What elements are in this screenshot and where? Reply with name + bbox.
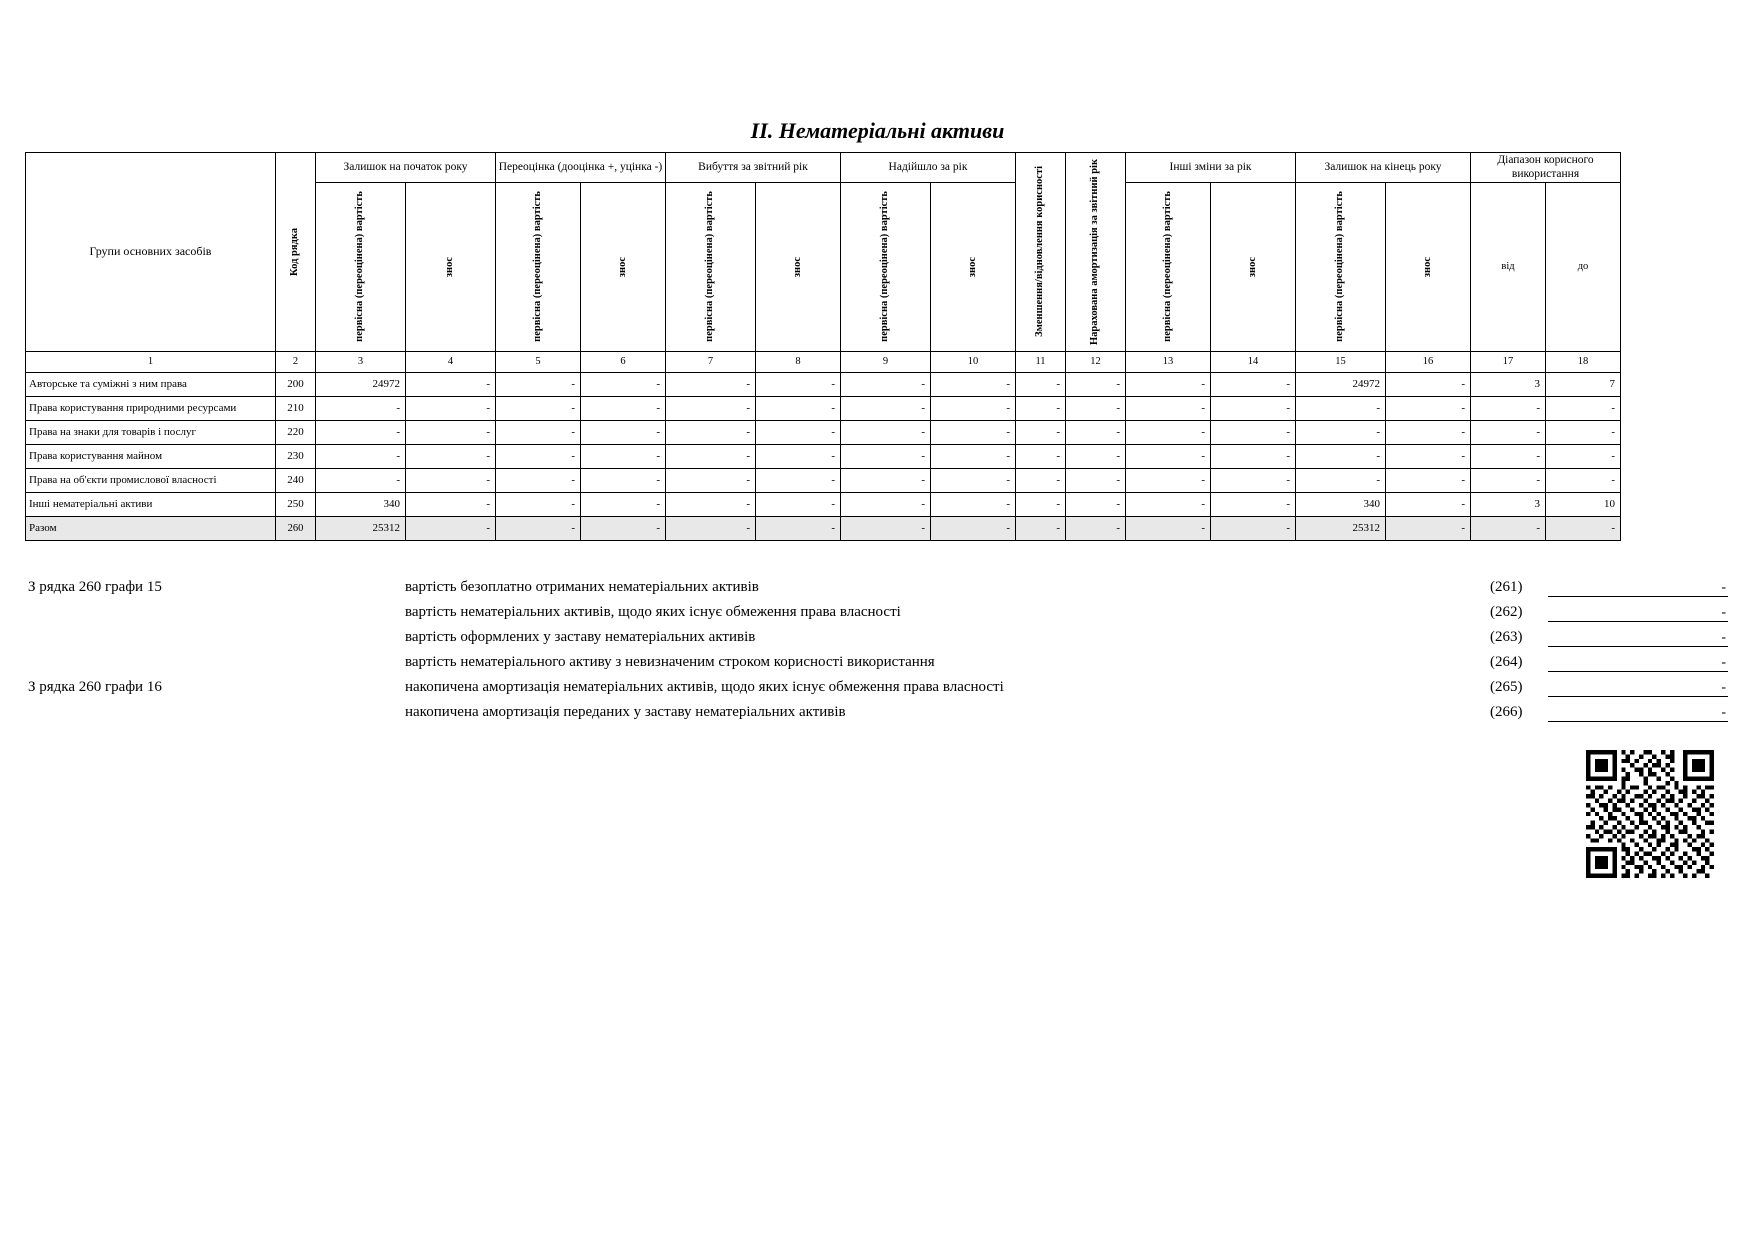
note-code: (262) (1490, 604, 1523, 620)
sub-life-from (1471, 182, 1546, 351)
row-cell: - (756, 396, 841, 420)
total-cell: - (931, 516, 1016, 540)
note-text: вартість нематеріальних активів, щодо яких існує обмеження права власності (405, 604, 901, 620)
total-cell: - (1126, 516, 1211, 540)
row-cell: - (666, 492, 756, 516)
colnum-17: 17 (1471, 351, 1546, 372)
sub-revaluation-primary-cost-label: первісна (переоцінена) вартість (531, 191, 543, 343)
note-text: накопичена амортизація нематеріальних активів, щодо яких існує обмеження права власності (405, 679, 1004, 695)
row-cell: - (1471, 420, 1546, 444)
colnum-12: 12 (1066, 351, 1126, 372)
row-cell: - (931, 420, 1016, 444)
colnum-14: 14 (1211, 351, 1296, 372)
row-cell: - (1296, 420, 1386, 444)
colnum-8: 8 (756, 351, 841, 372)
total-cell: 25312 (316, 516, 406, 540)
table-total-row (26, 516, 1621, 540)
note-row (0, 600, 1755, 625)
row-cell: - (1296, 468, 1386, 492)
row-code: 230 (276, 444, 316, 468)
sub-opening-primary-cost-label: первісна (переоцінена) вартість (354, 191, 366, 343)
header-disposals: Вибуття за звітний рік (666, 153, 841, 183)
row-cell: - (1471, 444, 1546, 468)
row-cell: - (1016, 420, 1066, 444)
total-cell: - (1016, 516, 1066, 540)
row-cell: - (1386, 444, 1471, 468)
qr-code (1586, 750, 1714, 878)
row-cell: - (1016, 468, 1066, 492)
row-cell: - (756, 492, 841, 516)
row-cell: - (666, 372, 756, 396)
row-cell: - (1211, 372, 1296, 396)
header-opening-balance: Залишок на початок року (316, 153, 496, 183)
row-cell: - (1066, 468, 1126, 492)
row-cell: - (316, 468, 406, 492)
colnum-18: 18 (1546, 351, 1621, 372)
table-row (26, 492, 1621, 516)
row-cell: - (1296, 444, 1386, 468)
row-cell: - (496, 420, 581, 444)
colnum-15: 15 (1296, 351, 1386, 372)
row-cell: - (1296, 396, 1386, 420)
row-cell: - (1386, 396, 1471, 420)
total-row-code: 260 (276, 516, 316, 540)
row-cell: - (496, 492, 581, 516)
intangible-assets-table (25, 152, 1621, 541)
row-cell: 3 (1471, 372, 1546, 396)
total-cell: - (406, 516, 496, 540)
row-cell: - (1066, 420, 1126, 444)
sub-closing-wear-label: знос (1421, 256, 1433, 277)
row-cell: - (756, 420, 841, 444)
row-cell: - (666, 468, 756, 492)
colnum-13: 13 (1126, 351, 1211, 372)
row-cell: - (841, 492, 931, 516)
table-row (26, 444, 1621, 468)
row-cell: - (496, 444, 581, 468)
row-cell: - (1126, 420, 1211, 444)
header-amortization (1066, 153, 1126, 352)
sub-received-primary-cost-label: первісна (переоцінена) вартість (879, 191, 891, 343)
page-title: II. Нематеріальні активи (750, 118, 1005, 143)
colnum-16: 16 (1386, 351, 1471, 372)
row-name: Інші нематеріальні активи (26, 492, 276, 516)
total-cell: 25312 (1296, 516, 1386, 540)
row-cell: - (316, 444, 406, 468)
colnum-11: 11 (1016, 351, 1066, 372)
header-impairment (1016, 153, 1066, 352)
header-useful-life-range: Діапазон корисного використання (1471, 153, 1621, 183)
row-cell: - (841, 420, 931, 444)
note-code: (264) (1490, 654, 1523, 670)
row-code: 240 (276, 468, 316, 492)
note-text: вартість оформлених у заставу нематеріальних активів (405, 629, 756, 645)
row-cell: - (931, 492, 1016, 516)
row-cell: - (841, 372, 931, 396)
header-revaluation: Переоцінка (дооцінка +, уцінка -) (496, 153, 666, 183)
row-cell: - (1211, 396, 1296, 420)
sub-revaluation-wear (581, 182, 666, 351)
sub-life-to-label: до (1577, 261, 1589, 273)
row-cell: - (581, 468, 666, 492)
table-row (26, 420, 1621, 444)
row-name: Авторське та суміжні з ним права (26, 372, 276, 396)
table-row (26, 372, 1621, 396)
row-cell: - (1016, 396, 1066, 420)
row-cell: - (406, 420, 496, 444)
total-cell: - (581, 516, 666, 540)
row-cell: - (1126, 444, 1211, 468)
note-value-field[interactable]: - (1548, 600, 1728, 622)
sub-other-primary-cost (1126, 182, 1211, 351)
note-code: (263) (1490, 629, 1523, 645)
note-text: накопичена амортизація переданих у заставу нематеріальних активів (405, 704, 846, 720)
total-cell: - (1386, 516, 1471, 540)
colnum-1: 1 (26, 351, 276, 372)
colnum-2: 2 (276, 351, 316, 372)
column-number-row (26, 351, 1621, 372)
row-cell: - (666, 420, 756, 444)
note-row (0, 625, 1755, 650)
note-code: (266) (1490, 704, 1523, 720)
row-cell: - (666, 396, 756, 420)
sub-disposals-wear (756, 182, 841, 351)
row-cell: - (1546, 420, 1621, 444)
sub-other-primary-cost-label: первісна (переоцінена) вартість (1161, 191, 1173, 343)
sub-opening-primary-cost (316, 182, 406, 351)
total-cell: - (1066, 516, 1126, 540)
row-cell: - (406, 444, 496, 468)
header-row-code-label: Код рядка (289, 227, 301, 276)
sub-received-wear-label: знос (966, 256, 978, 277)
sub-closing-primary-cost-label: первісна (переоцінена) вартість (1334, 191, 1346, 343)
note-value-field[interactable]: - (1548, 700, 1728, 722)
sub-revaluation-primary-cost (496, 182, 581, 351)
row-cell: 340 (316, 492, 406, 516)
row-code: 250 (276, 492, 316, 516)
note-value-field[interactable]: - (1548, 575, 1728, 597)
sub-disposals-primary-cost-label: первісна (переоцінена) вартість (704, 191, 716, 343)
row-cell: - (1471, 468, 1546, 492)
row-cell: - (581, 492, 666, 516)
sub-life-to (1546, 182, 1621, 351)
row-cell: - (841, 468, 931, 492)
row-cell: - (406, 372, 496, 396)
row-cell: - (581, 444, 666, 468)
row-name: Права користування природними ресурсами (26, 396, 276, 420)
row-cell: - (581, 372, 666, 396)
row-cell: - (931, 468, 1016, 492)
row-cell: - (581, 420, 666, 444)
note-code: (261) (1490, 579, 1523, 595)
note-value-field[interactable]: - (1548, 650, 1728, 672)
sub-opening-wear-label: знос (444, 256, 456, 277)
row-cell: - (1546, 396, 1621, 420)
row-cell: - (406, 396, 496, 420)
notes-section (0, 575, 1755, 725)
row-cell: - (1211, 420, 1296, 444)
sub-closing-primary-cost (1296, 182, 1386, 351)
colnum-4: 4 (406, 351, 496, 372)
row-cell: - (1126, 372, 1211, 396)
row-cell: - (666, 444, 756, 468)
colnum-3: 3 (316, 351, 406, 372)
total-row-name: Разом (26, 516, 276, 540)
row-name: Права користування майном (26, 444, 276, 468)
header-other-changes-line1: Інші зміни за рік (1169, 161, 1252, 174)
row-cell: - (931, 372, 1016, 396)
row-cell: - (496, 396, 581, 420)
total-cell: - (841, 516, 931, 540)
colnum-7: 7 (666, 351, 756, 372)
row-cell: 7 (1546, 372, 1621, 396)
table-row (26, 396, 1621, 420)
total-cell: - (1546, 516, 1621, 540)
note-row (0, 575, 1755, 600)
note-label-15: З рядка 260 графи 15 (28, 579, 162, 595)
row-cell: - (1066, 372, 1126, 396)
header-row-code (276, 153, 316, 352)
header-impairment-label: Зменшення/відновлення корисності (1034, 166, 1046, 338)
sub-closing-wear (1386, 182, 1471, 351)
row-cell: - (406, 492, 496, 516)
colnum-9: 9 (841, 351, 931, 372)
note-value-field[interactable]: - (1548, 675, 1728, 697)
row-cell: 24972 (1296, 372, 1386, 396)
row-code: 220 (276, 420, 316, 444)
header-closing-balance: Залишок на кінець року (1296, 153, 1471, 183)
total-cell: - (756, 516, 841, 540)
colnum-10: 10 (931, 351, 1016, 372)
row-cell: - (316, 396, 406, 420)
row-cell: - (1126, 492, 1211, 516)
header-amortization-label: Нарахована амортизація за звітний рік (1089, 158, 1101, 345)
row-cell: - (1386, 372, 1471, 396)
sub-other-wear-label: знос (1246, 256, 1258, 277)
row-cell: - (1066, 492, 1126, 516)
sub-revaluation-wear-label: знос (616, 256, 628, 277)
row-cell: - (1016, 372, 1066, 396)
sub-other-wear (1211, 182, 1296, 351)
row-cell: - (496, 468, 581, 492)
colnum-6: 6 (581, 351, 666, 372)
row-cell: 340 (1296, 492, 1386, 516)
total-cell: - (1471, 516, 1546, 540)
note-text: вартість нематеріального активу з невизначеним строком корисності використання (405, 654, 935, 670)
total-cell: - (666, 516, 756, 540)
row-cell: - (581, 396, 666, 420)
row-cell: - (841, 396, 931, 420)
total-cell: - (496, 516, 581, 540)
row-cell: - (1471, 396, 1546, 420)
row-cell: - (1066, 396, 1126, 420)
sub-received-wear (931, 182, 1016, 351)
row-name: Права на об'єкти промислової власності (26, 468, 276, 492)
row-cell: - (756, 468, 841, 492)
row-cell: - (316, 420, 406, 444)
row-cell: 3 (1471, 492, 1546, 516)
header-received: Надійшло за рік (841, 153, 1016, 183)
row-cell: - (406, 468, 496, 492)
row-cell: - (1126, 396, 1211, 420)
sub-life-from-label: від (1501, 261, 1515, 273)
row-cell: - (1386, 468, 1471, 492)
header-other-changes (1126, 153, 1296, 183)
note-text: вартість безоплатно отриманих нематеріальних активів (405, 579, 759, 595)
note-row (0, 650, 1755, 675)
sub-received-primary-cost (841, 182, 931, 351)
total-cell: - (1211, 516, 1296, 540)
row-cell: - (1211, 444, 1296, 468)
sub-disposals-wear-label: знос (791, 256, 803, 277)
sub-opening-wear (406, 182, 496, 351)
row-name: Права на знаки для товарів і послуг (26, 420, 276, 444)
sub-disposals-primary-cost (666, 182, 756, 351)
row-cell: - (1546, 444, 1621, 468)
note-row (0, 700, 1755, 725)
row-cell: - (756, 444, 841, 468)
row-cell: 24972 (316, 372, 406, 396)
row-cell: - (1386, 420, 1471, 444)
row-cell: - (1211, 468, 1296, 492)
row-code: 200 (276, 372, 316, 396)
note-row (0, 675, 1755, 700)
row-cell: - (1126, 468, 1211, 492)
header-groups: Групи основних засобів (26, 153, 276, 352)
row-cell: - (1016, 444, 1066, 468)
row-cell: - (756, 372, 841, 396)
row-code: 210 (276, 396, 316, 420)
row-cell: 10 (1546, 492, 1621, 516)
row-cell: - (931, 444, 1016, 468)
note-code: (265) (1490, 679, 1523, 695)
row-cell: - (841, 444, 931, 468)
note-label-16: З рядка 260 графи 16 (28, 679, 162, 695)
table-row (26, 468, 1621, 492)
row-cell: - (931, 396, 1016, 420)
row-cell: - (1386, 492, 1471, 516)
colnum-5: 5 (496, 351, 581, 372)
row-cell: - (1016, 492, 1066, 516)
note-value-field[interactable]: - (1548, 625, 1728, 647)
row-cell: - (1211, 492, 1296, 516)
row-cell: - (1066, 444, 1126, 468)
header-group-row (26, 153, 1621, 183)
row-cell: - (1546, 468, 1621, 492)
row-cell: - (496, 372, 581, 396)
